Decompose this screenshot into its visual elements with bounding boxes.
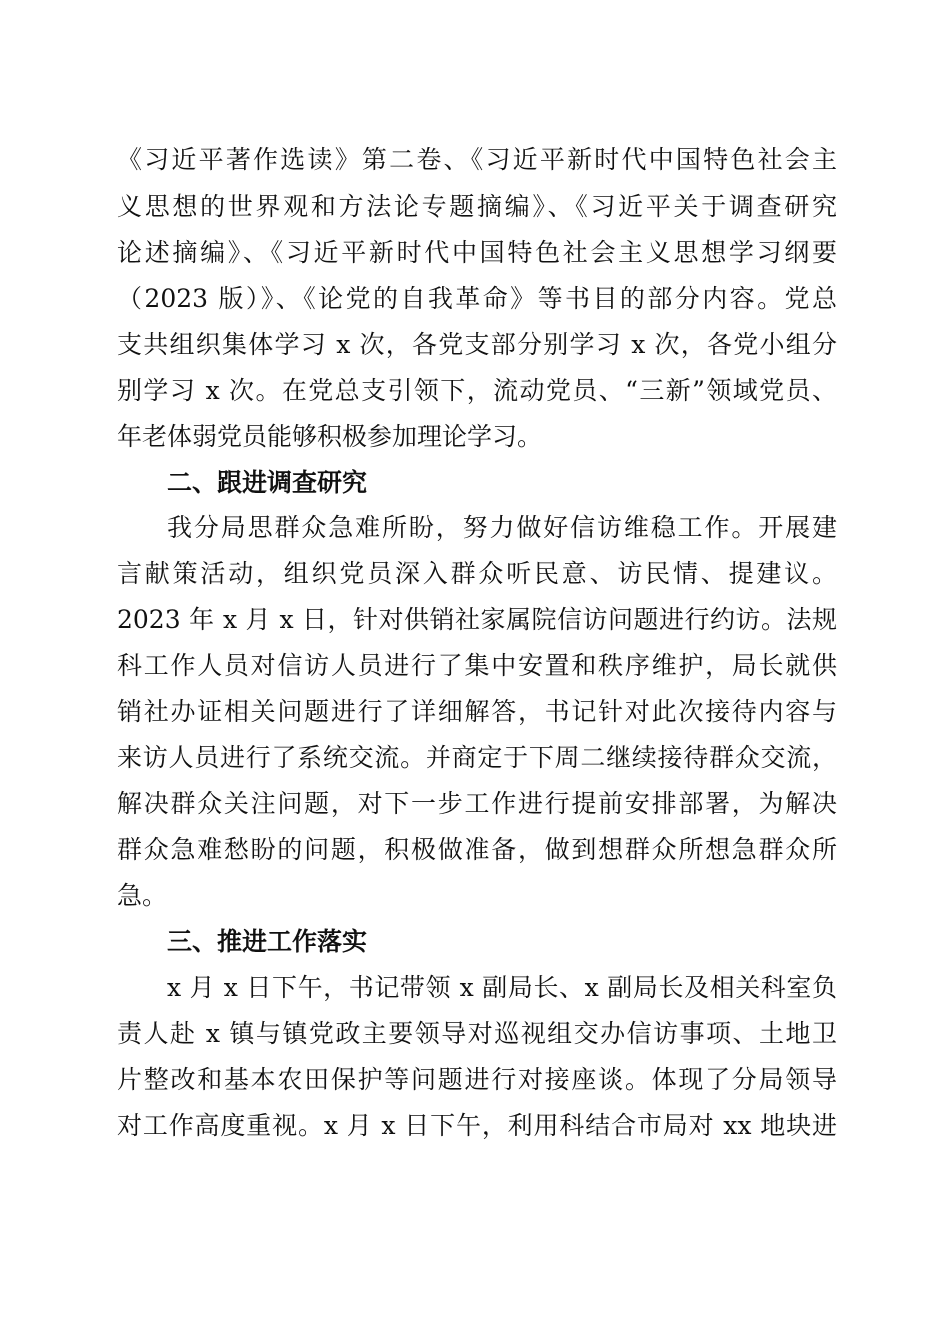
paragraph-line: 义思想的世界观和方法论专题摘编》、《习近平关于调查研究 — [117, 192, 837, 221]
paragraph-line: 言献策活动，组织党员深入群众听民意、访民情、提建议。 — [117, 559, 837, 588]
paragraph-line: 2023 年 x 月 x 日，针对供销社家属院信访问题进行约访。法规 — [117, 605, 837, 634]
paragraph-line: 急。 — [117, 881, 168, 910]
paragraph-line: 我分局思群众急难所盼，努力做好信访维稳工作。开展建 — [167, 513, 837, 542]
paragraph-line: 片整改和基本农田保护等问题进行对接座谈。体现了分局领导 — [117, 1065, 837, 1094]
paragraph-line: 销社办证相关问题进行了详细解答，书记针对此次接待内容与 — [117, 697, 837, 726]
paragraph-line: 支共组织集体学习 x 次，各党支部分别学习 x 次，各党小组分 — [117, 330, 837, 359]
paragraph-line: x 月 x 日下午，书记带领 x 副局长、x 副局长及相关科室负 — [167, 973, 837, 1002]
section-heading: 三、推进工作落实 — [167, 927, 368, 956]
paragraph-line: 对工作高度重视。x 月 x 日下午，利用科结合市局对 xx 地块进 — [117, 1111, 837, 1140]
paragraph-line: 解决群众关注问题，对下一步工作进行提前安排部署，为解决 — [117, 789, 837, 818]
paragraph-line: 科工作人员对信访人员进行了集中安置和秩序维护，局长就供 — [117, 651, 837, 680]
paragraph-line: 群众急难愁盼的问题，积极做准备，做到想群众所想急群众所 — [117, 835, 837, 864]
paragraph-line: 《习近平著作选读》第二卷、《习近平新时代中国特色社会主 — [117, 145, 837, 174]
paragraph-line: 别学习 x 次。在党总支引领下，流动党员、“三新”领域党员、 — [117, 376, 837, 405]
paragraph-line: 责人赴 x 镇与镇党政主要领导对巡视组交办信访事项、土地卫 — [117, 1019, 837, 1048]
section-heading: 二、跟进调查研究 — [167, 468, 368, 497]
paragraph-line: 来访人员进行了系统交流。并商定于下周二继续接待群众交流， — [117, 743, 837, 772]
paragraph-line: （2023 版）》、《论党的自我革命》等书目的部分内容。党总 — [117, 284, 837, 313]
paragraph-line: 年老体弱党员能够积极参加理论学习。 — [117, 422, 543, 451]
paragraph-line: 论述摘编》、《习近平新时代中国特色社会主义思想学习纲要 — [117, 238, 837, 267]
